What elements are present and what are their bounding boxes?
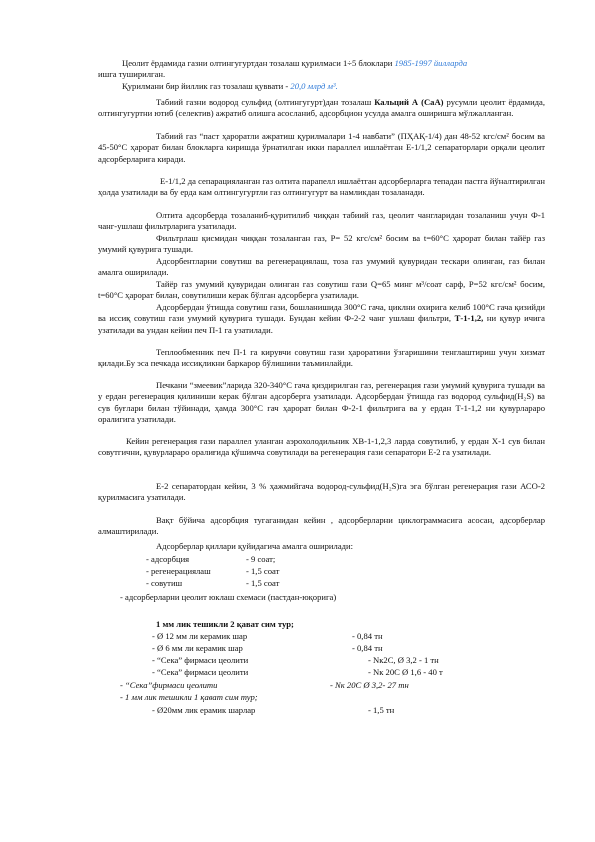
air-cooler-paragraph bbox=[98, 436, 545, 459]
filter-paragraph bbox=[98, 233, 545, 256]
adsorber-text: Олтита адсорберда тозаланиб-қуритилиб чиққан табиий газ, цеолит чангларидан тозаланиш учун Ф-1 чанг-ушлаш фильтрларига узатилади. bbox=[98, 210, 545, 232]
filter-text: Фильтрлаш қисмидан чиққан тозаланган газ, Р= 52 кгс/см² босим ва t=60°С ҳарорат билан тайёр газ умумий қувурига тушади. bbox=[98, 233, 545, 255]
cycle-name: - адсорбция bbox=[146, 554, 190, 564]
layer-item-value: - 1,5 тн bbox=[368, 705, 395, 715]
gas-lead-text: Табиий газни водород сульфид (олтингугурт)дан тозалаш bbox=[156, 97, 375, 107]
switching-paragraph bbox=[98, 515, 545, 538]
heating-paragraph bbox=[98, 302, 545, 336]
intro-paragraph bbox=[98, 58, 545, 81]
cycles-intro-text: Адсорберлар қиллари қуйидагича амалга оширилади: bbox=[156, 541, 353, 551]
furnace-text: Печкани “змеевик”ларида 320-340°С гача қиздирилган газ, регенерация гази умумий қувурига тушади ва у ердан регенерация қилиниши керак бўлган адсорберга узатилади. Адсорбердан ўтишда газ водород сульфид(Н₂S) ва сув буғлари билан тўйинади, ҳамда 300°С гач ҳарорат билан Ф-2-1 фильтрига ва у ердан Т-1-1,2 ни қувурлараро оралигига узатилади. bbox=[98, 380, 545, 424]
layer-item-value: - 0,84 тн bbox=[352, 631, 383, 641]
layer-item-name: - “Сека”фирмаси цеолити bbox=[120, 680, 218, 690]
loading-scheme-title: - адсорберларни цеолит юклаш схемаси (пастдан-юқорига) bbox=[120, 592, 337, 602]
air-cooler-text: Кейин регенерация гази параллел уланган аэрохолодильник ХВ-1-1,2,3 ларда совутилиб, у ердан Х-1 сув билан совутгични, қувурлараро оралиғида қўшимча совутилади ва регенерация гази сепаратори Е-2 га узатилади. bbox=[98, 436, 545, 458]
cycles-intro bbox=[156, 541, 545, 552]
cooling-gas-text: Тайёр газ умумий қувуридан олинган газ совутиш гази Q=65 минг м³/соат сарф, Р=52 кгс/см² босим, t=60°С ҳарорат билан, совутилиши керак бўлган адсорберга узатилади. bbox=[98, 279, 545, 301]
zeolite-type: Кальций А (СаА) bbox=[374, 97, 444, 107]
separator-e2-paragraph bbox=[98, 481, 545, 504]
gas-purification-paragraph bbox=[98, 97, 545, 120]
separation-text: Е-1/1,2 да сепарацияланган газ олтита парапелл ишлаётган адсорберларга тепадан пастга йўналтирилган ҳолда узатилади ва бу ерда кам олтингугуртли газ олтингугурт ва намликдан тозаланади. bbox=[98, 176, 545, 198]
intro-continuation: ишга туширилган. bbox=[98, 69, 166, 80]
separation-paragraph bbox=[98, 176, 545, 199]
heating-text-b: ни қувур ичига узатилади ва ундан кейин печ П-1 га узатилади. bbox=[98, 313, 545, 335]
layer1-title: - 1 мм лик тешикли 1 қават сим тур; bbox=[120, 692, 258, 702]
layer-item-name: - Ø 6 мм ли керамик шар bbox=[152, 643, 243, 653]
layer-item-name: - “Сека” фирмаси цеолити bbox=[152, 667, 249, 677]
capacity-text: Қурилмани бир йиллик газ тозалаш қуввати - bbox=[122, 81, 291, 91]
regeneration-paragraph bbox=[98, 256, 545, 279]
raw-gas-text: Табиий газ “паст ҳароратли ажратиш қурилмалари 1-4 навбати” (ПҲАҚ-1/4) дан 48-52 кгс/см² босим ва 45-50°С ҳарорат билан блокларга киришда ўрнатилган икки параллел ишлаётган Е-1/1,2 сепараторлари орқали цеолит адсорберларига киради. bbox=[98, 131, 545, 164]
capacity-line bbox=[122, 81, 552, 92]
layer-item-name: - “Сека” фирмаси цеолити bbox=[152, 655, 249, 665]
layer-item-value: - 0,84 тн bbox=[352, 643, 383, 653]
layer-item-name: - Ø20мм лик ерамик шарлар bbox=[152, 705, 256, 715]
regeneration-text: Адсорбентларни совутиш ва регенерациялаш, тоза газ умумий қувуридан тескари олинган, газ билан амалга оширилади. bbox=[98, 256, 545, 278]
heat-exchanger-text: Теплообменник печ П-1 га кирувчи совутиш гази ҳароратини ўзгаришини тенглаштириш учун хизмат қилади.Бу эса печкада иссиқликни баркарор бўлишини таъминлайди. bbox=[98, 347, 545, 369]
raw-gas-paragraph bbox=[98, 131, 545, 165]
intro-text: Цеолит ёрдамида газни олтингугуртдан тозалаш қурилмаси 1÷5 блоклари bbox=[122, 58, 395, 68]
cooling-gas-paragraph bbox=[98, 279, 545, 302]
layer-item-name: - Ø 12 мм ли керамик шар bbox=[152, 631, 248, 641]
heating-text-a: Адсорбердан ўтишда совутиш гази, бошланишида 300°С гача, циклни охирига келиб 100°С гача қизийди ва иссиқ совутиш гази умумий қувурига тушади. Бундан кейин Ф-2-2 чанг ушлаш фильтри, bbox=[98, 302, 545, 324]
switching-text: Вақт бўйича адсорбция тугаганидан кейин , адсорберларни циклограммасига асосан, адсорберлар алмаштирилади. bbox=[98, 515, 545, 537]
cycle-value: - 1,5 соат bbox=[246, 578, 280, 588]
layer-item-value: - Nк 20С Ø 1,6 - 40 т bbox=[368, 667, 443, 677]
intro-years: 1985-1997 йилларда bbox=[394, 58, 468, 68]
heat-exchanger-paragraph bbox=[98, 347, 545, 370]
layer-item-value: - Nк 20С Ø 3,2- 27 тн bbox=[330, 680, 409, 690]
gas-rest-text: русумли цеолит ёрдамида, олтингугуртни ютиб (селектив) ажратиб олишга асосланиб, адсорбцион усулда амалга оширишга мўлжалланган. bbox=[98, 97, 545, 119]
capacity-value: 20,0 млрд м³. bbox=[290, 81, 338, 91]
layer-item-value: - Nк2С, Ø 3,2 - 1 тн bbox=[368, 655, 439, 665]
heat-exchanger-id: Т-1-1,2, bbox=[454, 313, 484, 324]
cycle-value: - 9 соат; bbox=[246, 554, 276, 564]
adsorber-paragraph bbox=[98, 210, 545, 233]
cycle-name: - совутиш bbox=[146, 578, 183, 588]
cycle-name: - регенерациялаш bbox=[146, 566, 211, 576]
layer2-title: 1 мм лик тешикли 2 қават сим тур; bbox=[156, 619, 294, 629]
cycle-value: - 1,5 соат bbox=[246, 566, 280, 576]
separator-e2-text: Е-2 сепаратордан кейин, 3 % ҳажмийгача водород-сульфид(Н₂S)га эга бўлган регенерация гази АСО-2 қурилмасига узатилади. bbox=[98, 481, 545, 503]
furnace-paragraph bbox=[98, 380, 545, 425]
